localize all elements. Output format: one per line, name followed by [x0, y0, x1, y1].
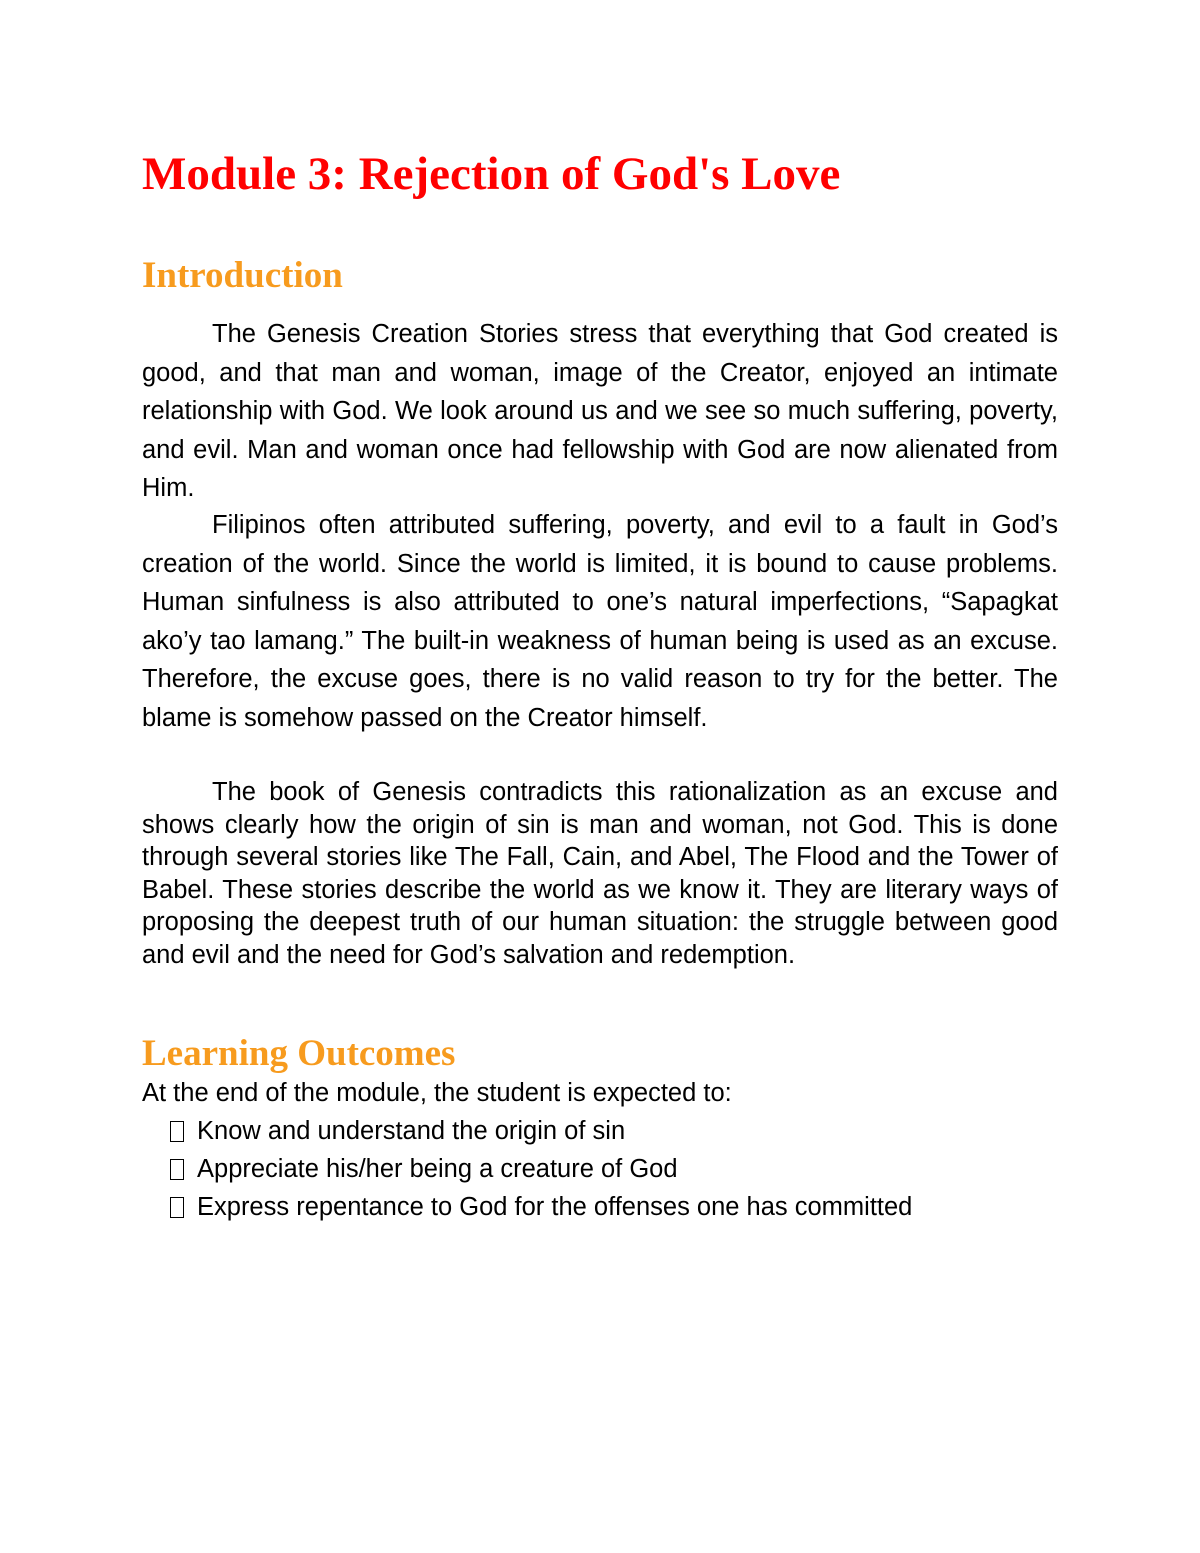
empty-box-bullet-icon [170, 1197, 184, 1218]
learning-outcome-text: Know and understand the origin of sin [197, 1116, 626, 1145]
learning-outcomes-list [170, 1112, 912, 1226]
module-title: Module 3: Rejection of God's Love [142, 148, 841, 200]
learning-outcome-item [170, 1150, 912, 1188]
introduction-paragraph-3: The book of Genesis contradicts this rationalization as an excuse and shows clearly how the origin of sin is man and woman, not God. This is done through several stories like The Fall, Cain, and Abel, The Flood and the Tower of Babel. These stories describe the world as we know it. They are literary ways of proposing the deepest truth of our human situation: the struggle between good and evil and the need for God’s salvation and redemption. [142, 778, 1058, 969]
learning-outcome-item [170, 1112, 912, 1150]
empty-box-bullet-icon [170, 1159, 184, 1180]
learning-outcome-item [170, 1188, 912, 1226]
introduction-paragraph-2: Filipinos often attributed suffering, poverty, and evil to a fault in God’s creation of the world. Since the world is limited, it is bound to cause problems. Human sinfulness is also attributed to one’s natural imperfections, “Sapagkat ako’y tao lamang.” The built-in weakness of human being is used as an excuse. Therefore, the excuse goes, there is no valid reason to try for the better. The blame is somehow passed on the Creator himself. [142, 511, 1058, 732]
learning-outcome-text: Appreciate his/her being a creature of God [197, 1154, 678, 1183]
learning-outcomes-intro: At the end of the module, the student is expected to: [142, 1079, 732, 1107]
learning-outcome-text: Express repentance to God for the offenses one has committed [197, 1192, 913, 1221]
introduction-heading: Introduction [142, 255, 343, 296]
learning-outcomes-heading: Learning Outcomes [142, 1033, 456, 1074]
empty-box-bullet-icon [170, 1121, 184, 1142]
introduction-paragraph-1: The Genesis Creation Stories stress that everything that God created is good, and that man and woman, image of the Creator, enjoyed an intimate relationship with God. We look around us and we see so much suffering, poverty, and evil. Man and woman once had fellowship with God are now alienated from Him. [142, 320, 1058, 502]
